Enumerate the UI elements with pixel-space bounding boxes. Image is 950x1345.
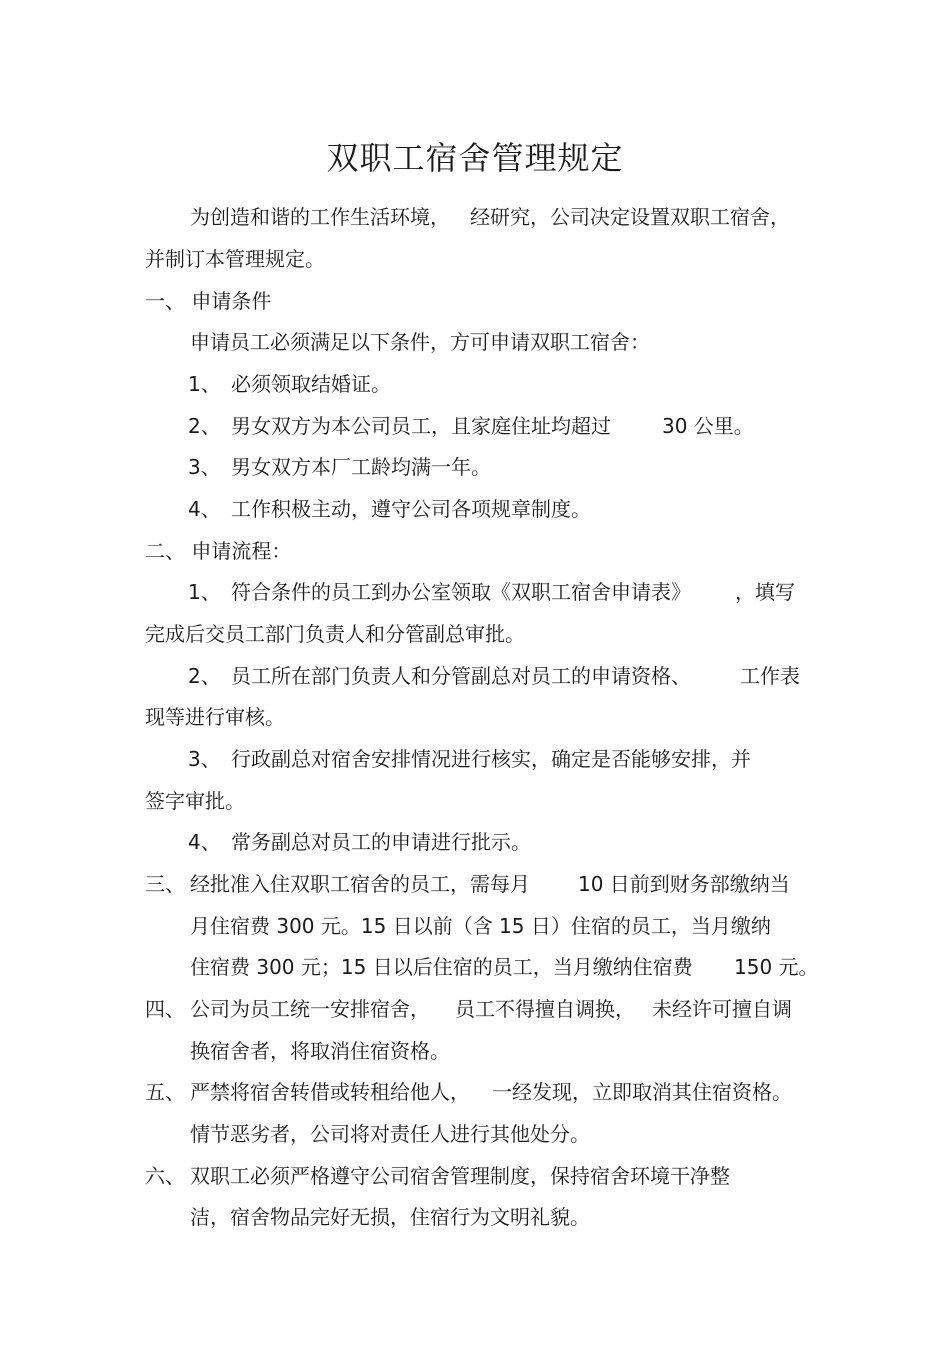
section-2-item-3-number: 3、 [188,747,221,771]
section-6-line-2: 洁，宿舍物品完好无损，住宿行为文明礼貌。 [190,1205,590,1229]
section-2-item-2-number: 2、 [188,664,221,688]
section-2-item-1-number: 1、 [188,580,221,604]
section-2-item-2-text: 员工所在部门负责人和分管副总对员工的申请资格、 [231,664,691,688]
section-3-line-1a: 经批准入住双职工宿舍的员工，需每月 [190,872,530,896]
section-1-item-2-text: 男女双方为本公司员工，且家庭住址均超过 [231,414,611,438]
section-1-heading: 一、 申请条件 [145,289,272,313]
section-1-item-2-text-b: 30 公里。 [662,414,754,438]
section-3-line-2: 月住宿费 300 元。15 日以前（含 15 日）住宿的员工，当月缴纳 [190,914,771,938]
section-2-item-2-continuation: 现等进行审核。 [145,705,285,729]
section-1-item-1-number: 1、 [188,372,221,396]
section-3-line-1b: 10 日前到财务部缴纳当 [578,872,790,896]
section-5-line-2: 情节恶劣者，公司将对责任人进行其他处分。 [190,1122,590,1146]
intro-line-1b: 经研究，公司决定设置双职工宿舍， [470,205,790,229]
section-3-marker: 三、 [145,872,185,896]
section-1-item-3-text: 男女双方本厂工龄均满一年。 [231,455,491,479]
section-2-item-2-text-b: 工作表 [740,664,800,688]
section-1-item-4-text: 工作积极主动，遵守公司各项规章制度。 [231,497,591,521]
section-2-item-3-text: 行政副总对宿舍安排情况进行核实，确定是否能够安排，并 [231,747,751,771]
section-4-line-1b: 员工不得擅自调换， [455,997,635,1021]
section-5-marker: 五、 [145,1080,185,1104]
document-title: 双职工宿舍管理规定 [326,139,624,177]
section-6-line-1: 双职工必须严格遵守公司宿舍管理制度，保持宿舍环境干净整 [190,1164,730,1188]
section-2-item-4-text: 常务副总对员工的申请进行批示。 [231,830,531,854]
section-2-item-1-continuation: 完成后交员工部门负责人和分管副总审批。 [145,622,525,646]
section-5-line-1b: 一经发现，立即取消其住宿资格。 [492,1080,792,1104]
section-1-item-2-number: 2、 [188,414,221,438]
section-4-line-1a: 公司为员工统一安排宿舍， [190,997,430,1021]
section-4-marker: 四、 [145,997,185,1021]
section-1-item-3-number: 3、 [188,455,221,479]
intro-line-2: 并制订本管理规定。 [145,247,325,271]
section-5-line-1a: 严禁将宿舍转借或转租给他人， [190,1080,470,1104]
section-4-line-2: 换宿舍者，将取消住宿资格。 [190,1039,450,1063]
section-4-line-1c: 未经许可擅自调 [652,997,792,1021]
section-2-heading: 二、 申请流程： [145,539,292,563]
section-2-item-1-text-b: ，填写 [735,580,795,604]
section-1-item-1-text: 必须领取结婚证。 [231,372,391,396]
section-1-lead: 申请员工必须满足以下条件，方可申请双职工宿舍： [190,330,650,354]
section-1-item-4-number: 4、 [188,497,221,521]
section-2-item-1-text: 符合条件的员工到办公室领取《双职工宿舍申请表》 [231,580,691,604]
section-6-marker: 六、 [145,1164,185,1188]
section-2-item-3-continuation: 签字审批。 [145,789,245,813]
intro-line-1a: 为创造和谐的工作生活环境， [190,205,450,229]
section-2-item-4-number: 4、 [188,830,221,854]
section-3-line-3b: 150 元。 [734,955,819,979]
section-3-line-3a: 住宿费 300 元；15 日以后住宿的员工，当月缴纳住宿费 [190,955,693,979]
